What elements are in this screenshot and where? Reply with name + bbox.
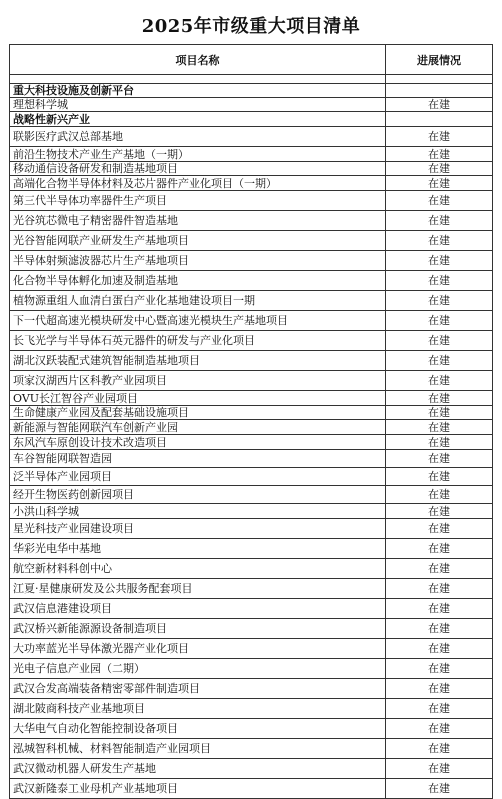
progress-status-cell: 在建: [386, 391, 493, 406]
progress-status-cell: 在建: [386, 719, 493, 739]
progress-status-cell: 在建: [386, 659, 493, 679]
project-name-cell: 东风汽车原创设计技术改造项目: [10, 435, 386, 450]
table-row: [10, 619, 493, 639]
progress-status-cell: 在建: [386, 579, 493, 599]
project-name-cell: 武汉合发高端装备精密零部件制造项目: [10, 679, 386, 699]
progress-status-cell: 在建: [386, 420, 493, 435]
table-row: [10, 231, 493, 251]
project-name-cell: 泛半导体产业园项目: [10, 468, 386, 486]
project-name-cell: 武汉微动机器人研发生产基地: [10, 759, 386, 779]
project-name-cell: 高端化合物半导体材料及芯片器件产业化项目（一期）: [10, 176, 386, 191]
table-row: [10, 331, 493, 351]
project-name-cell: 植物源重组人血清白蛋白产业化基地建设项目一期: [10, 291, 386, 311]
progress-status-cell: 在建: [386, 699, 493, 719]
progress-status-cell: 在建: [386, 759, 493, 779]
table-row: [10, 719, 493, 739]
progress-status-cell: 在建: [386, 331, 493, 351]
project-name-cell: 联影医疗武汉总部基地: [10, 127, 386, 147]
table-row: [10, 519, 493, 539]
table-row: [10, 371, 493, 391]
project-name-cell: 大功率蓝光半导体激光器产业化项目: [10, 639, 386, 659]
table-row: [10, 98, 493, 112]
table-row: [10, 147, 493, 162]
project-name-cell: [10, 75, 386, 84]
progress-status-cell: 在建: [386, 504, 493, 519]
progress-status-cell: [386, 112, 493, 127]
table-row: [10, 420, 493, 435]
table-row: [10, 162, 493, 176]
progress-status-cell: 在建: [386, 162, 493, 176]
project-name-cell: 光电子信息产业园（二期）: [10, 659, 386, 679]
table-row: [10, 679, 493, 699]
project-name-cell: 长飞光学与半导体石英元器件的研发与产业化项目: [10, 331, 386, 351]
project-name-cell: 第三代半导体功率器件生产项目: [10, 191, 386, 211]
table-row: [10, 435, 493, 450]
progress-status-cell: 在建: [386, 271, 493, 291]
project-name-cell: 光谷智能网联产业研发生产基地项目: [10, 231, 386, 251]
section-row: [10, 84, 493, 98]
table-row: [10, 450, 493, 468]
project-name-cell: 项家汉湖西片区科教产业园项目: [10, 371, 386, 391]
progress-status-cell: 在建: [386, 486, 493, 504]
progress-status-cell: 在建: [386, 211, 493, 231]
project-name-cell: 江夏·星健康研发及公共服务配套项目: [10, 579, 386, 599]
progress-status-cell: 在建: [386, 98, 493, 112]
table-row: [10, 311, 493, 331]
project-name-cell: 武汉信息港建设项目: [10, 599, 386, 619]
table-row: [10, 504, 493, 519]
progress-status-cell: 在建: [386, 468, 493, 486]
progress-status-cell: 在建: [386, 619, 493, 639]
project-name-cell: 泓城智科机械、材料智能制造产业园项目: [10, 739, 386, 759]
table-row: [10, 291, 493, 311]
project-name-cell: 理想科学城: [10, 98, 386, 112]
table-row: [10, 659, 493, 679]
progress-status-cell: 在建: [386, 639, 493, 659]
project-name-cell: 生命健康产业园及配套基础设施项目: [10, 406, 386, 420]
progress-status-cell: [386, 84, 493, 98]
header-project-name: 项目名称: [10, 45, 386, 75]
project-name-cell: 化合物半导体孵化加速及制造基地: [10, 271, 386, 291]
project-name-cell: 半导体射频滤波器芯片生产基地项目: [10, 251, 386, 271]
project-name-cell: 武汉桥兴新能源源设备制造项目: [10, 619, 386, 639]
table-row: [10, 176, 493, 191]
progress-status-cell: 在建: [386, 679, 493, 699]
table-row: [10, 639, 493, 659]
project-name-cell: OVU长江智谷产业园项目: [10, 391, 386, 406]
project-table: [9, 44, 493, 799]
table-row: [10, 271, 493, 291]
progress-status-cell: 在建: [386, 599, 493, 619]
project-name-cell: 车谷智能网联智造园: [10, 450, 386, 468]
section-row: [10, 112, 493, 127]
table-row: [10, 699, 493, 719]
progress-status-cell: 在建: [386, 231, 493, 251]
project-name-cell: 小洪山科学城: [10, 504, 386, 519]
page-title: 2025年市级重大项目清单: [141, 16, 361, 37]
progress-status-cell: 在建: [386, 351, 493, 371]
table-row: [10, 191, 493, 211]
progress-status-cell: 在建: [386, 539, 493, 559]
progress-status-cell: 在建: [386, 519, 493, 539]
progress-status-cell: 在建: [386, 435, 493, 450]
progress-status-cell: 在建: [386, 127, 493, 147]
progress-status-cell: 在建: [386, 371, 493, 391]
progress-status-cell: [386, 75, 493, 84]
progress-status-cell: 在建: [386, 406, 493, 420]
project-name-cell: 经开生物医药创新园项目: [10, 486, 386, 504]
table-row: [10, 539, 493, 559]
table-row: [10, 599, 493, 619]
table-row: [10, 486, 493, 504]
progress-status-cell: 在建: [386, 559, 493, 579]
progress-status-cell: 在建: [386, 291, 493, 311]
table-row: [10, 779, 493, 799]
section-title: 战略性新兴产业: [10, 112, 386, 127]
section-title: 重大科技设施及创新平台: [10, 84, 386, 98]
project-name-cell: 前沿生物技术产业生产基地（一期）: [10, 147, 386, 162]
header-progress-status: 进展情况: [386, 45, 493, 75]
project-name-cell: 大华电气自动化智能控制设备项目: [10, 719, 386, 739]
project-name-cell: 新能源与智能网联汽车创新产业园: [10, 420, 386, 435]
table-row: [10, 251, 493, 271]
table-row: [10, 211, 493, 231]
progress-status-cell: 在建: [386, 311, 493, 331]
table-row: [10, 559, 493, 579]
table-row: [10, 406, 493, 420]
progress-status-cell: 在建: [386, 450, 493, 468]
spacer-row: [10, 75, 493, 84]
table-row: [10, 351, 493, 371]
table-row: [10, 468, 493, 486]
table-row: [10, 759, 493, 779]
table-header-row: [10, 45, 493, 75]
progress-status-cell: 在建: [386, 176, 493, 191]
project-name-cell: 光谷筑芯微电子精密器件智造基地: [10, 211, 386, 231]
progress-status-cell: 在建: [386, 739, 493, 759]
progress-status-cell: 在建: [386, 779, 493, 799]
project-name-cell: 武汉新隆泰工业母机产业基地项目: [10, 779, 386, 799]
table-row: [10, 127, 493, 147]
project-name-cell: 湖北汉跃装配式建筑智能制造基地项目: [10, 351, 386, 371]
table-row: [10, 391, 493, 406]
project-name-cell: 华彩光电华中基地: [10, 539, 386, 559]
project-name-cell: 湖北陂商科技产业基地项目: [10, 699, 386, 719]
progress-status-cell: 在建: [386, 147, 493, 162]
project-name-cell: 星光科技产业园建设项目: [10, 519, 386, 539]
project-name-cell: 移动通信设备研发和制造基地项目: [10, 162, 386, 176]
table-row: [10, 579, 493, 599]
project-name-cell: 航空新材料科创中心: [10, 559, 386, 579]
table-body: [10, 75, 493, 799]
table-row: [10, 739, 493, 759]
progress-status-cell: 在建: [386, 191, 493, 211]
progress-status-cell: 在建: [386, 251, 493, 271]
project-name-cell: 下一代超高速光模块研发中心暨高速光模块生产基地项目: [10, 311, 386, 331]
